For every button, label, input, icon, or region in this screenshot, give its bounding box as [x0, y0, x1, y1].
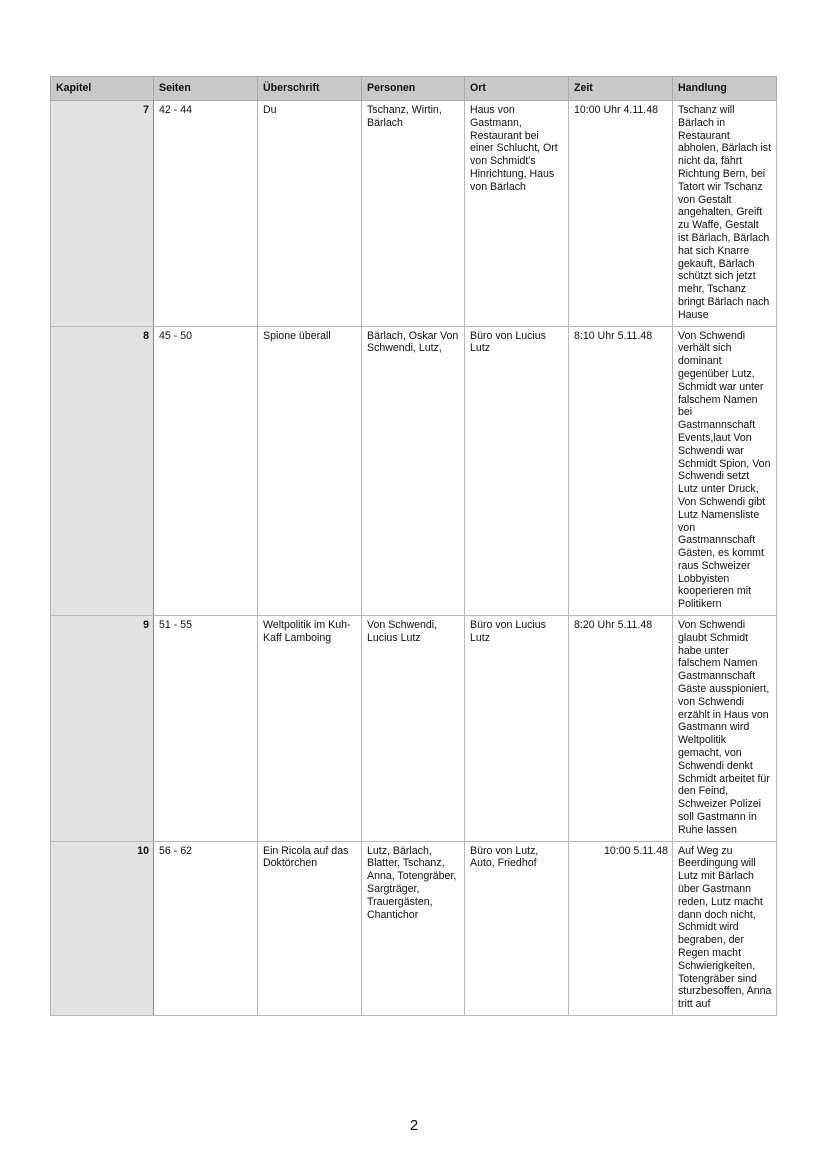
header-row — [51, 77, 777, 101]
header-zeit: Zeit — [569, 77, 673, 101]
cell-personen: Tschanz, Wirtin, Bärlach — [362, 101, 465, 327]
page-number: 2 — [409, 1117, 419, 1134]
table-row — [51, 841, 777, 1015]
cell-ort: Büro von Lucius Lutz — [465, 326, 569, 616]
cell-ueberschrift: Weltpolitik im Kuh-Kaff Lamboing — [258, 616, 362, 842]
cell-zeit: 8:20 Uhr 5.11.48 — [569, 616, 673, 842]
cell-zeit: 10:00 Uhr 4.11.48 — [569, 101, 673, 327]
header-seiten: Seiten — [154, 77, 258, 101]
cell-personen: Von Schwendi, Lucius Lutz — [362, 616, 465, 842]
chapter-table — [50, 76, 777, 1016]
header-ort: Ort — [465, 77, 569, 101]
cell-kapitel: 8 — [51, 326, 154, 616]
cell-ueberschrift: Spione überall — [258, 326, 362, 616]
cell-ueberschrift: Ein Ricola auf das Doktörchen — [258, 841, 362, 1015]
cell-zeit: 8:10 Uhr 5.11.48 — [569, 326, 673, 616]
cell-ort: Büro von Lutz, Auto, Friedhof — [465, 841, 569, 1015]
header-handlung: Handlung — [673, 77, 777, 101]
cell-handlung: Tschanz will Bärlach in Restaurant abholen, Bärlach ist nicht da, fährt Richtung Bern, bei Tatort wir Tschanz von Gestalt angehalten, Greift zu Waffe, Gestalt ist Bärlach, Bärlach hat sich Knarre gekauft, Bärlach schützt sich jetzt mehr, Tschanz bringt Bärlach nach Hause — [673, 101, 777, 327]
cell-handlung: Von Schwendi glaubt Schmidt habe unter falschem Namen Gastmannschaft Gäste ausspioniert, von Schwendi erzählt in Haus von Gastmann wird Weltpolitik gemacht, von Schwendi denkt Schmidt arbeitet für den Feind, Schweizer Polizei soll Gastmann in Ruhe lassen — [673, 616, 777, 842]
cell-personen: Lutz, Bärlach, Blatter, Tschanz, Anna, Totengräber, Sargträger, Trauergästen, Chantichor — [362, 841, 465, 1015]
header-personen: Personen — [362, 77, 465, 101]
header-ueberschrift: Überschrift — [258, 77, 362, 101]
cell-ort: Büro von Lucius Lutz — [465, 616, 569, 842]
header-kapitel: Kapitel — [51, 77, 154, 101]
cell-seiten: 42 - 44 — [154, 101, 258, 327]
cell-kapitel: 7 — [51, 101, 154, 327]
cell-kapitel: 10 — [51, 841, 154, 1015]
cell-seiten: 56 - 62 — [154, 841, 258, 1015]
cell-ort: Haus von Gastmann, Restaurant bei einer Schlucht, Ort von Schmidt's Hinrichtung, Haus von Bärlach — [465, 101, 569, 327]
cell-zeit: 10:00 5.11.48 — [569, 841, 673, 1015]
cell-handlung: Von Schwendi verhält sich dominant gegenüber Lutz, Schmidt war unter falschem Namen bei Gastmannschaft Events,laut Von Schwendi war Schmidt Spion, Von Schwendi setzt Lutz unter Druck, Von Schwendi gibt Lutz Namensliste von Gastmannschaft Gästen, es kommt raus Schweizer Lobbyisten kooperieren mit Politikern — [673, 326, 777, 616]
cell-seiten: 45 - 50 — [154, 326, 258, 616]
table-row — [51, 616, 777, 842]
cell-handlung: Auf Weg zu Beerdingung will Lutz mit Bärlach über Gastmann reden, Lutz macht dann doch nicht, Schmidt wird begraben, der Regen macht Schwierigkeiten, Totengräber sind sturzbesoffen, Anna tritt auf — [673, 841, 777, 1015]
cell-ueberschrift: Du — [258, 101, 362, 327]
cell-personen: Bärlach, Oskar Von Schwendi, Lutz, — [362, 326, 465, 616]
cell-seiten: 51 - 55 — [154, 616, 258, 842]
cell-kapitel: 9 — [51, 616, 154, 842]
table-row — [51, 326, 777, 616]
table-row — [51, 101, 777, 327]
